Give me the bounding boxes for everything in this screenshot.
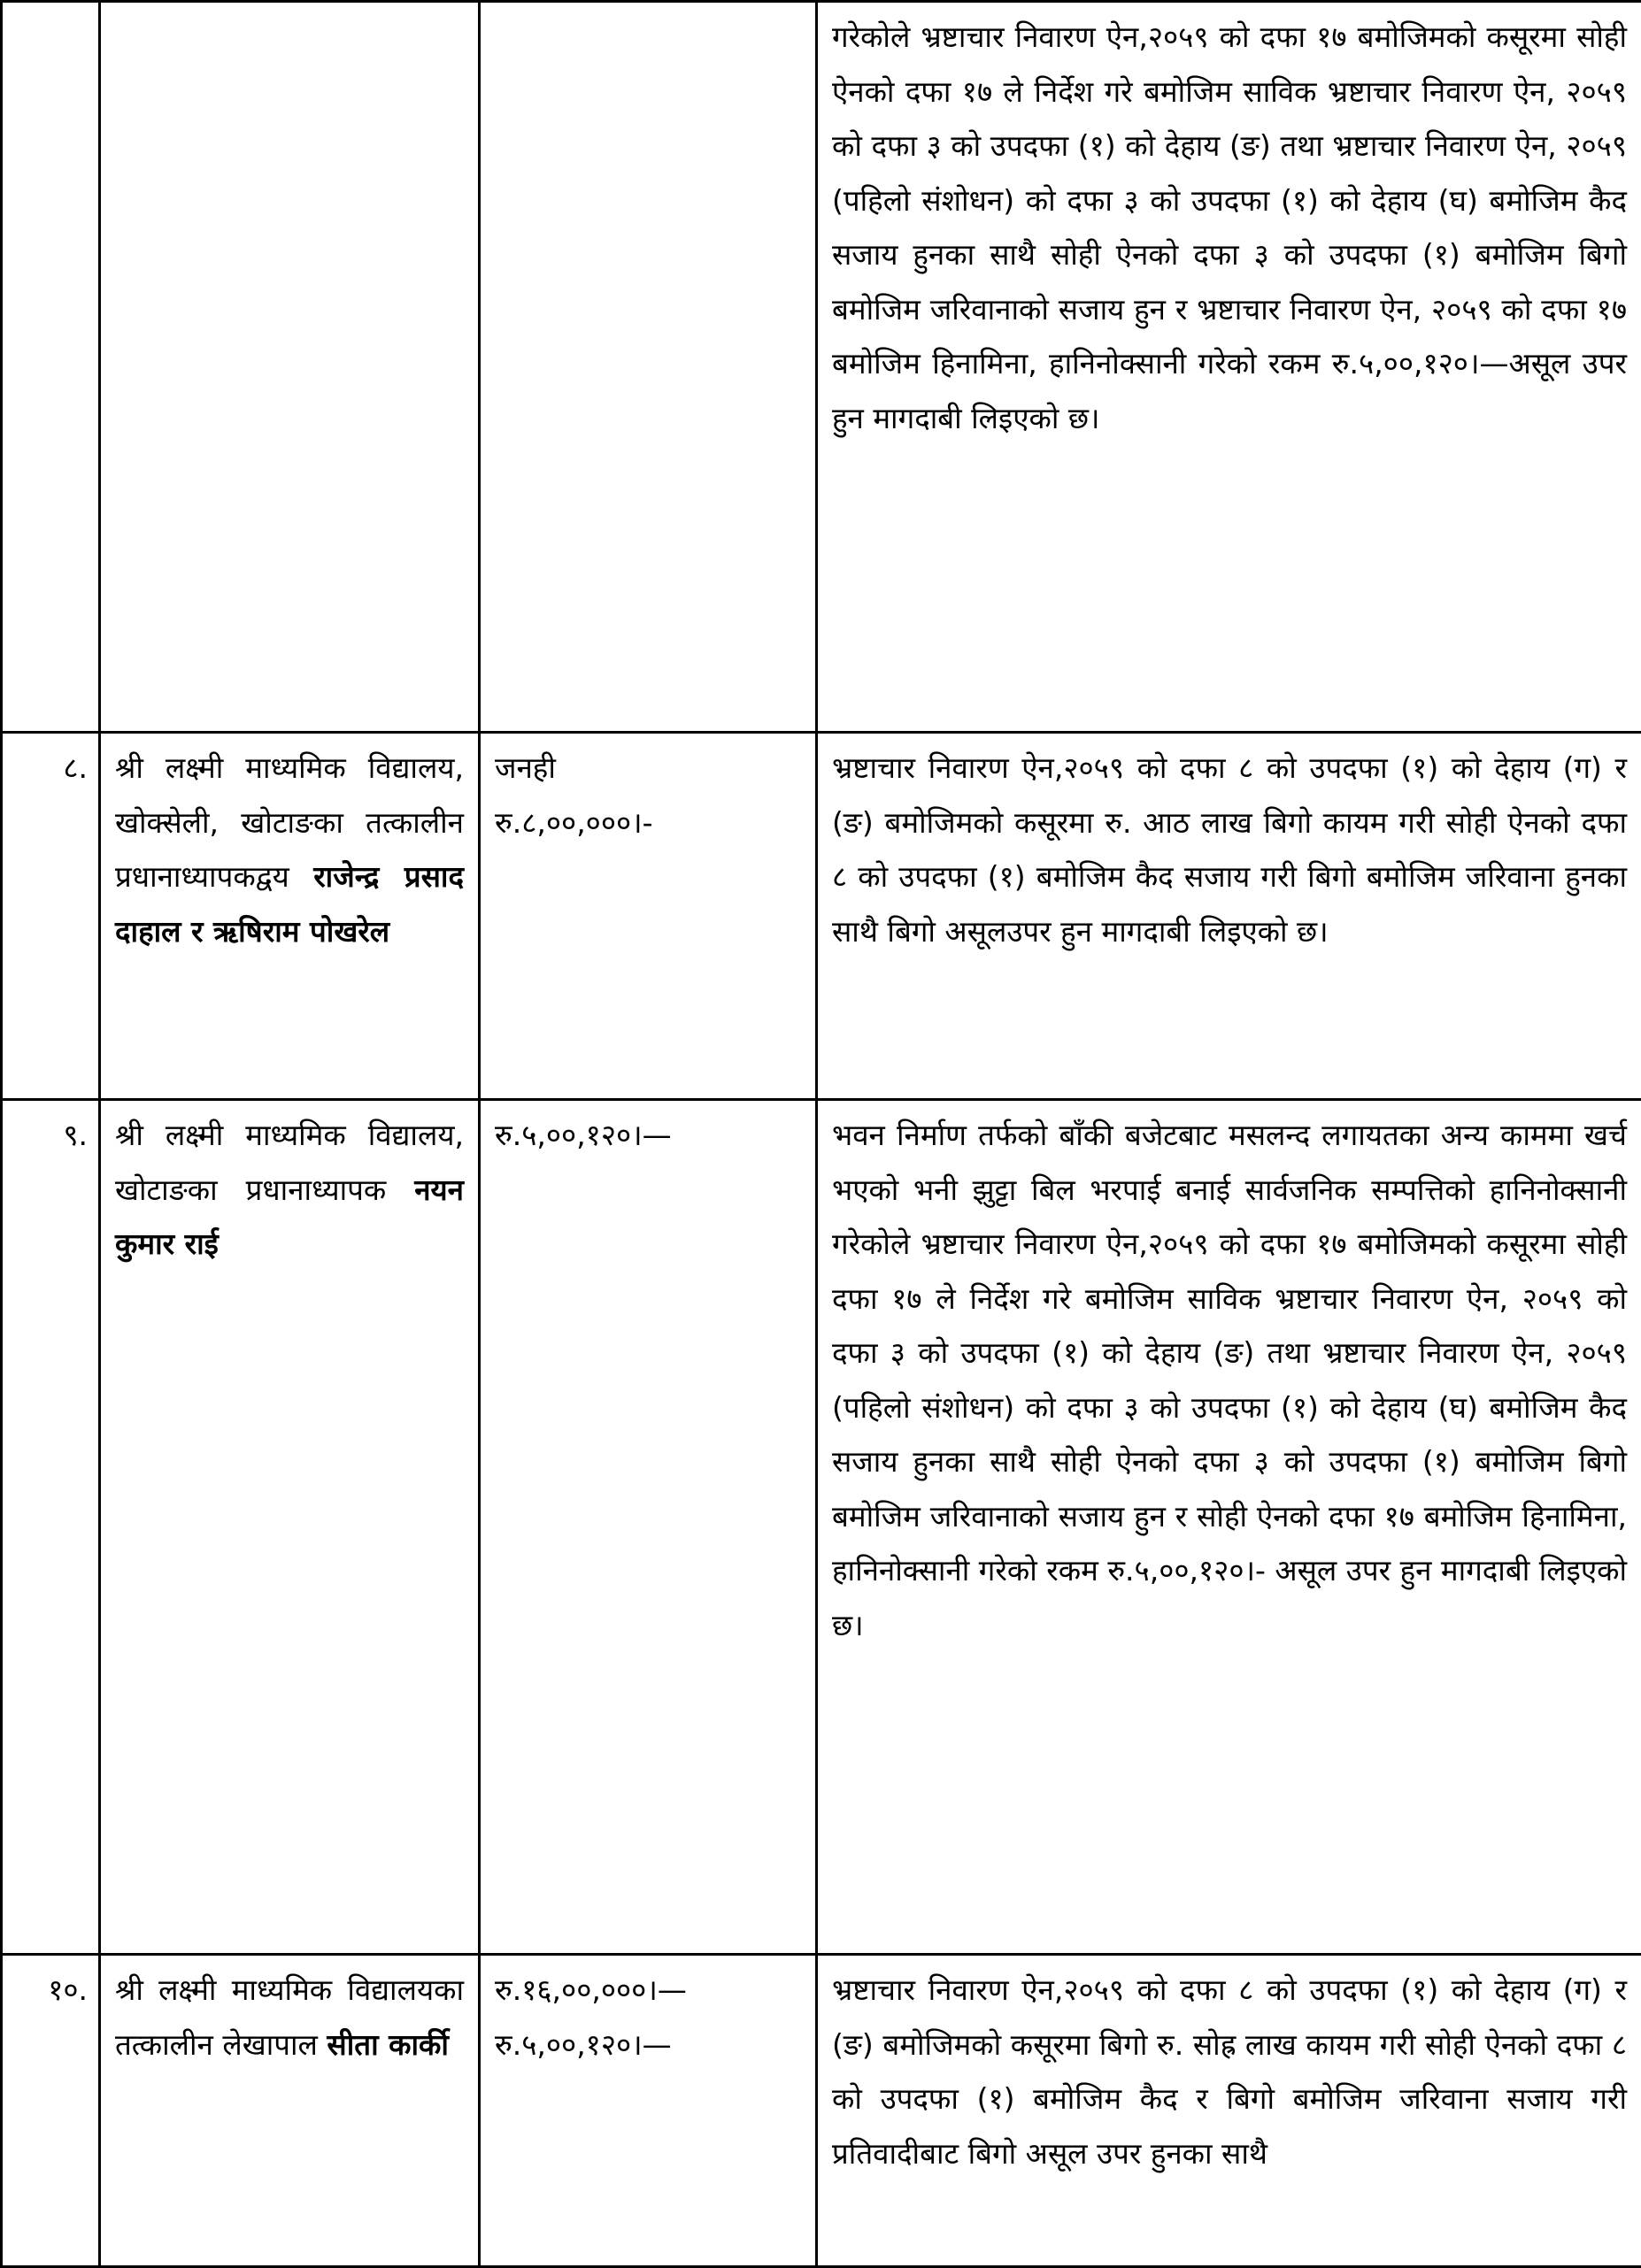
serial-cell: १०. <box>2 1955 100 2267</box>
defendant-prefix: श्री लक्ष्मी माध्यमिक विद्यालय, खोक्सेली, खोटाङका तत्कालीन प्रधानाध्यापकद्वय <box>115 750 464 894</box>
charge-detail-cell: गरेकोले भ्रष्टाचार निवारण ऐन,२०५९ को दफा १७ बमोजिमको कसूरमा सोही ऐनको दफा १७ ले निर्देश गरे बमोजिम साविक भ्रष्टाचार निवारण ऐन, २०५९ को दफा ३ को उपदफा (१) को देहाय (ङ) तथा भ्रष्टाचार निवारण ऐन, २०५९ (पहिलो संशोधन) को दफा ३ को उपदफा (१) को देहाय (घ) बमोजिम कैद सजाय हुनका साथै सोही ऐनको दफा ३ को उपदफा (१) बमोजिम बिगो बमोजिम जरिवानाको सजाय हुन र भ्रष्टाचार निवारण ऐन, २०५९ को दफा १७ बमोजिम हिनामिना, हानिनोक्सानी गरेको रकम रु.५,००,१२०।—असूल उपर हुन मागदाबी लिइएको छ। <box>817 2 1641 733</box>
table-row-8 <box>2 733 1641 1100</box>
table-row-10 <box>2 1955 1641 2267</box>
amount-value-2: रु.५,००,१२०।— <box>495 2018 801 2072</box>
amount-cell <box>480 733 817 1100</box>
serial-cell: ९. <box>2 1100 100 1955</box>
amount-cell <box>480 2 817 733</box>
defendant-name: राजेन्द्र प्रसाद दाहाल र ऋषिराम पोखरेल <box>115 859 464 949</box>
defendant-name: सीता कार्की <box>327 2027 448 2062</box>
defendant-cell <box>100 1100 480 1955</box>
amount-value: रु.१६,००,०००।— <box>495 1963 801 2018</box>
defendant-prefix: श्री लक्ष्मी माध्यमिक विद्यालयका तत्कालीन लेखापाल <box>115 1972 464 2062</box>
serial-cell <box>2 2 100 733</box>
defendant-cell <box>100 1955 480 2267</box>
defendant-cell <box>100 2 480 733</box>
amount-value: रु.८,००,०००।- <box>495 796 801 850</box>
defendant-cell <box>100 733 480 1100</box>
table-row-9 <box>2 1100 1641 1955</box>
amount-cell <box>480 1955 817 2267</box>
amount-basis: जनही <box>495 741 801 796</box>
serial-cell: ८. <box>2 733 100 1100</box>
defendant-prefix: श्री लक्ष्मी माध्यमिक विद्यालय, खोटाङका प्रधानाध्यापक <box>115 1118 464 1207</box>
charge-detail-cell: भ्रष्टाचार निवारण ऐन,२०५९ को दफा ८ को उपदफा (१) को देहाय (ग) र (ङ) बमोजिमको कसूरमा रु. आठ लाख बिगो कायम गरी सोही ऐनको दफा ८ को उपदफा (१) बमोजिम कैद सजाय गरी बिगो बमोजिम जरिवाना हुनका साथै बिगो असूलउपर हुन मागदाबी लिइएको छ। <box>817 733 1641 1100</box>
amount-value: रु.५,००,१२०।— <box>495 1108 801 1163</box>
amount-cell <box>480 1100 817 1955</box>
charge-detail-cell: भवन निर्माण तर्फको बाँकी बजेटबाट मसलन्द लगायतका अन्य काममा खर्च भएको भनी झुट्टा बिल भरपाई बनाई सार्वजनिक सम्पत्तिको हानिनोक्सानी गरेकोले भ्रष्टाचार निवारण ऐन,२०५९ को दफा १७ बमोजिमको कसूरमा सोही दफा १७ ले निर्देश गरे बमोजिम साविक भ्रष्टाचार निवारण ऐन, २०५९ को दफा ३ को उपदफा (१) को देहाय (ङ) तथा भ्रष्टाचार निवारण ऐन, २०५९ (पहिलो संशोधन) को दफा ३ को उपदफा (१) को देहाय (घ) बमोजिम कैद सजाय हुनका साथै सोही ऐनको दफा ३ को उपदफा (१) बमोजिम बिगो बमोजिम जरिवानाको सजाय हुन र सोही ऐनको दफा १७ बमोजिम हिनामिना, हानिनोक्सानी गरेको रकम रु.५,००,१२०।- असूल उपर हुन मागदाबी लिइएको छ। <box>817 1100 1641 1955</box>
table-row-continued <box>2 2 1641 733</box>
defendant-name: नयन कुमार राई <box>115 1172 464 1262</box>
charge-detail-cell: भ्रष्टाचार निवारण ऐन,२०५९ को दफा ८ को उपदफा (१) को देहाय (ग) र (ङ) बमोजिमको कसूरमा बिगो रु. सोह्र लाख कायम गरी सोही ऐनको दफा ८ को उपदफा (१) बमोजिम कैद र बिगो बमोजिम जरिवाना सजाय गरी प्रतिवादीबाट बिगो असूल उपर हुनका साथै <box>817 1955 1641 2267</box>
